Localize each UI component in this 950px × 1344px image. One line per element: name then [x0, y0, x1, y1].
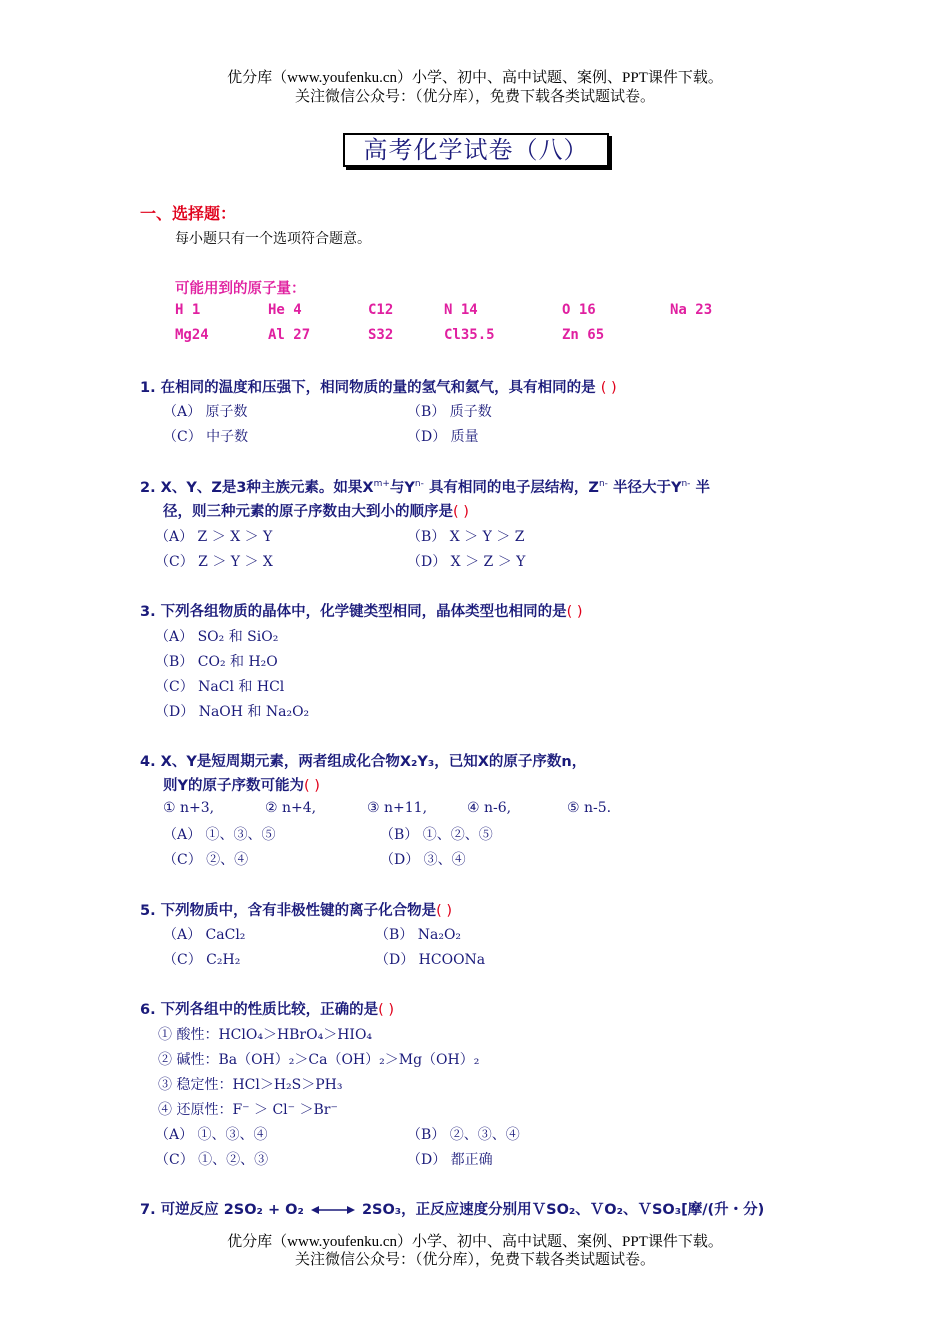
q6-option-c[interactable]: （C） ①、②、③: [155, 1152, 269, 1168]
question-7-stem: 7. 可逆反应 2SO₂ + O₂ 2SO₃，正反应速度分别用ＶSO₂、ＶO₂、ＶSO₃[摩/(升・分): [140, 1202, 765, 1218]
atomic-he: He 4: [268, 302, 302, 318]
atomic-na: Na 23: [670, 302, 713, 318]
question-6-stem: 6. 下列各组中的性质比较，正确的是( ): [140, 1002, 395, 1018]
section-note: 每小题只有一个选项符合题意。: [175, 231, 371, 247]
answer-blank[interactable]: ( ): [304, 778, 320, 794]
footer-line-2: 关注微信公众号：（优分库），免费下载各类试题试卷。: [294, 1252, 655, 1268]
header-line-2: 关注微信公众号：（优分库），免费下载各类试题试卷。: [294, 89, 655, 105]
q5-option-d[interactable]: （D） HCOONa: [375, 952, 486, 968]
q4-choice-3: ③ n+11,: [367, 800, 428, 816]
header-line-1: 优分库（www.youfenku.cn）小学、初中、高中试题、案例、PPT课件下载。: [227, 70, 723, 86]
q6-option-b[interactable]: （B） ②、③、④: [407, 1127, 520, 1143]
atomic-mg: Mg24: [175, 327, 209, 343]
q1-option-a[interactable]: （A） 原子数: [163, 404, 248, 420]
q4-choice-1: ① n+3,: [163, 800, 215, 816]
q5-option-a[interactable]: （A） CaCl₂: [163, 927, 246, 943]
answer-blank[interactable]: ( ): [453, 504, 469, 520]
q1-option-d[interactable]: （D） 质量: [407, 429, 479, 445]
q3-option-a[interactable]: （A） SO₂ 和 SiO₂: [155, 629, 279, 645]
question-1-stem: 1. 在相同的温度和压强下，相同物质的量的氢气和氦气，具有相同的是 ( ): [140, 380, 617, 396]
atomic-al: Al 27: [268, 327, 311, 343]
q4-choice-5: ⑤ n-5.: [567, 800, 612, 816]
q6-statement-2: ② 碱性：Ba（OH）₂＞Ca（OH）₂＞Mg（OH）₂: [158, 1052, 480, 1068]
q3-option-d[interactable]: （D） NaOH 和 Na₂O₂: [155, 704, 310, 720]
question-5-stem: 5. 下列物质中，含有非极性键的离子化合物是( ): [140, 903, 453, 919]
atomic-s: S32: [368, 327, 394, 343]
reversible-arrow-icon: [311, 1204, 355, 1216]
atomic-c: C12: [368, 302, 394, 318]
atomic-label: 可能用到的原子量：: [175, 281, 306, 297]
q2-option-c[interactable]: （C） Z ＞ Y ＞ X: [155, 554, 273, 570]
q4-choice-4: ④ n-6,: [467, 800, 512, 816]
q3-option-b[interactable]: （B） CO₂ 和 H₂O: [155, 654, 278, 670]
q2-option-d[interactable]: （D） X ＞ Z ＞ Y: [407, 554, 526, 570]
answer-blank[interactable]: ( ): [600, 380, 617, 396]
q6-statement-1: ① 酸性：HClO₄＞HBrO₄＞HIO₄: [158, 1027, 373, 1043]
page-title: 高考化学试卷（八）: [343, 133, 609, 167]
q5-option-b[interactable]: （B） Na₂O₂: [375, 927, 462, 943]
q4-option-b[interactable]: （B） ①、②、⑤: [380, 827, 493, 843]
answer-blank[interactable]: ( ): [378, 1002, 395, 1018]
q6-option-a[interactable]: （A） ①、③、④: [155, 1127, 268, 1143]
q2-option-a[interactable]: （A） Z ＞ X ＞ Y: [155, 529, 273, 545]
q3-option-c[interactable]: （C） NaCl 和 HCl: [155, 679, 285, 695]
question-2-stem-line2: 径，则三种元素的原子序数由大到小的顺序是( ): [163, 504, 469, 520]
q1-option-c[interactable]: （C） 中子数: [163, 429, 249, 445]
answer-blank[interactable]: ( ): [566, 604, 583, 620]
q1-option-b[interactable]: （B） 质子数: [407, 404, 492, 420]
question-3-stem: 3. 下列各组物质的晶体中，化学键类型相同，晶体类型也相同的是( ): [140, 604, 583, 620]
atomic-h: H 1: [175, 302, 201, 318]
atomic-cl: Cl35.5: [444, 327, 495, 343]
atomic-o: O 16: [562, 302, 596, 318]
q6-statement-4: ④ 还原性：F⁻ ＞ Cl⁻ ＞Br⁻: [158, 1102, 338, 1118]
atomic-n: N 14: [444, 302, 478, 318]
question-2-stem: 2. X、Y、Z是3种主族元素。如果$X^{m+}$与$Y^{n-}$ 具有相同的电子层结构，$Z^{n-}$ 半径大于$Y^{n-}$ 半: [140, 479, 710, 496]
q6-option-d[interactable]: （D） 都正确: [407, 1152, 493, 1168]
q6-statement-3: ③ 稳定性：HCl＞H₂S＞PH₃: [158, 1077, 343, 1093]
q4-option-c[interactable]: （C） ②、④: [163, 852, 249, 868]
q4-option-d[interactable]: （D） ③、④: [380, 852, 466, 868]
section-heading: 一、选择题：: [140, 204, 237, 223]
atomic-zn: Zn 65: [562, 327, 605, 343]
answer-blank[interactable]: ( ): [436, 903, 453, 919]
q5-option-c[interactable]: （C） C₂H₂: [163, 952, 241, 968]
footer-line-1: 优分库（www.youfenku.cn）小学、初中、高中试题、案例、PPT课件下载。: [227, 1234, 723, 1250]
question-4-stem-line2: 则Y的原子序数可能为( ): [163, 778, 320, 794]
q2-option-b[interactable]: （B） X ＞ Y ＞ Z: [407, 529, 525, 545]
question-4-stem: 4. X、Y是短周期元素，两者组成化合物X₂Y₃，已知X的原子序数n，: [140, 754, 587, 770]
q4-option-a[interactable]: （A） ①、③、⑤: [163, 827, 276, 843]
q4-choice-2: ② n+4,: [265, 800, 317, 816]
